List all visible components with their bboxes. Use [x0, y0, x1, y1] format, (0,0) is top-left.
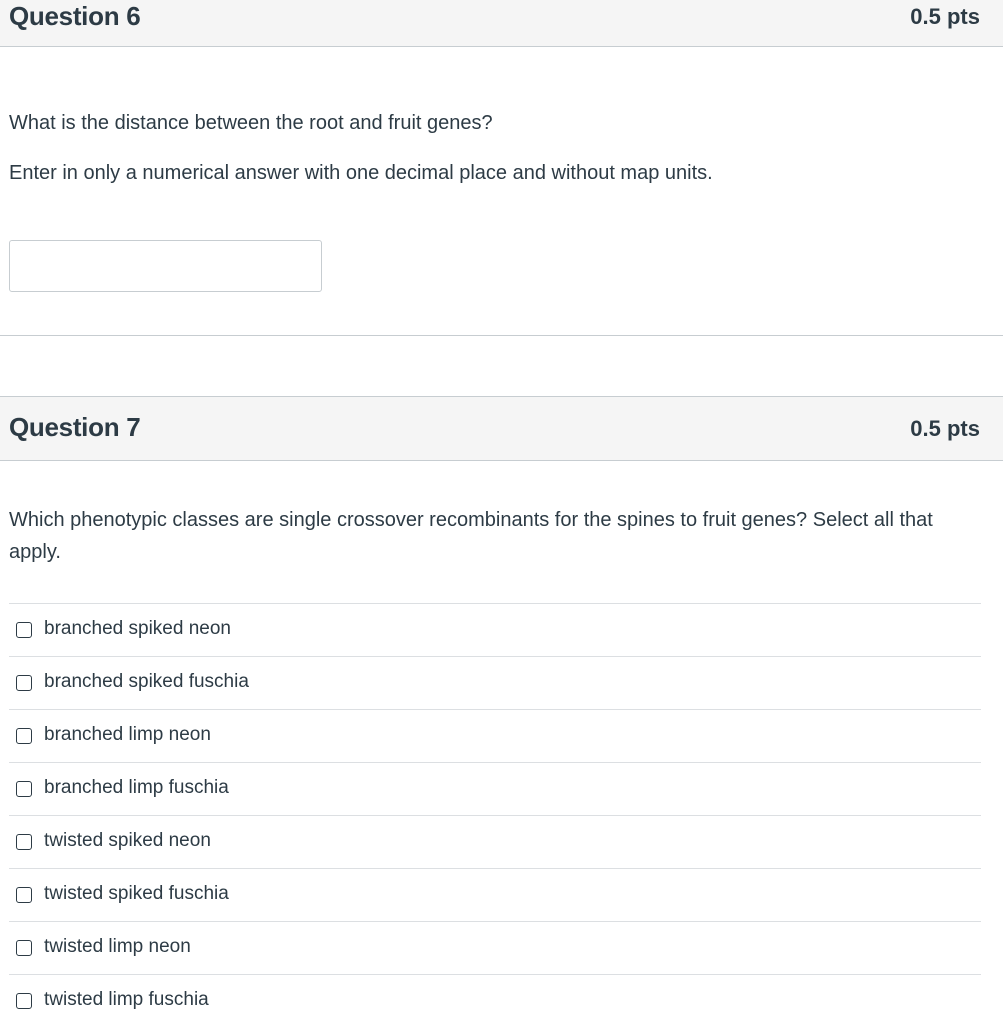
answer-option-label: twisted limp neon [44, 936, 191, 957]
answer-option-label: twisted limp fuschia [44, 989, 209, 1010]
question-divider [0, 335, 1003, 336]
answer-option[interactable] [9, 921, 981, 974]
answer-option-label: branched spiked neon [44, 618, 231, 639]
answer-option-label: branched limp neon [44, 724, 211, 745]
answer-option[interactable] [9, 868, 981, 921]
checkbox[interactable] [16, 675, 32, 691]
answer-options-list [9, 603, 981, 1024]
answer-option[interactable] [9, 709, 981, 762]
question-7-text: Which phenotypic classes are single crossover recombinants for the spines to fruit genes? Select all that apply. [9, 509, 933, 563]
checkbox[interactable] [16, 940, 32, 956]
answer-option-label: twisted spiked fuschia [44, 883, 229, 904]
answer-option-label: branched limp fuschia [44, 777, 229, 798]
question-7-header [0, 396, 1003, 461]
question-6-title: Question 6 [9, 1, 141, 31]
question-6-header [0, 0, 1003, 47]
answer-option-label: branched spiked fuschia [44, 671, 249, 692]
question-7-points: 0.5 pts [910, 416, 980, 441]
answer-option[interactable] [9, 974, 981, 1024]
checkbox[interactable] [16, 834, 32, 850]
question-6-points: 0.5 pts [910, 4, 980, 29]
numerical-answer-input[interactable] [9, 240, 322, 292]
answer-option[interactable] [9, 656, 981, 709]
answer-option-label: twisted spiked neon [44, 830, 211, 851]
checkbox[interactable] [16, 993, 32, 1009]
question-6-instruction: Enter in only a numerical answer with one decimal place and without map units. [9, 162, 713, 184]
answer-option[interactable] [9, 762, 981, 815]
checkbox[interactable] [16, 622, 32, 638]
answer-option[interactable] [9, 603, 981, 656]
checkbox[interactable] [16, 781, 32, 797]
checkbox[interactable] [16, 728, 32, 744]
question-6-text: What is the distance between the root and fruit genes? [9, 112, 493, 134]
question-7-title: Question 7 [9, 412, 141, 442]
checkbox[interactable] [16, 887, 32, 903]
answer-option[interactable] [9, 815, 981, 868]
